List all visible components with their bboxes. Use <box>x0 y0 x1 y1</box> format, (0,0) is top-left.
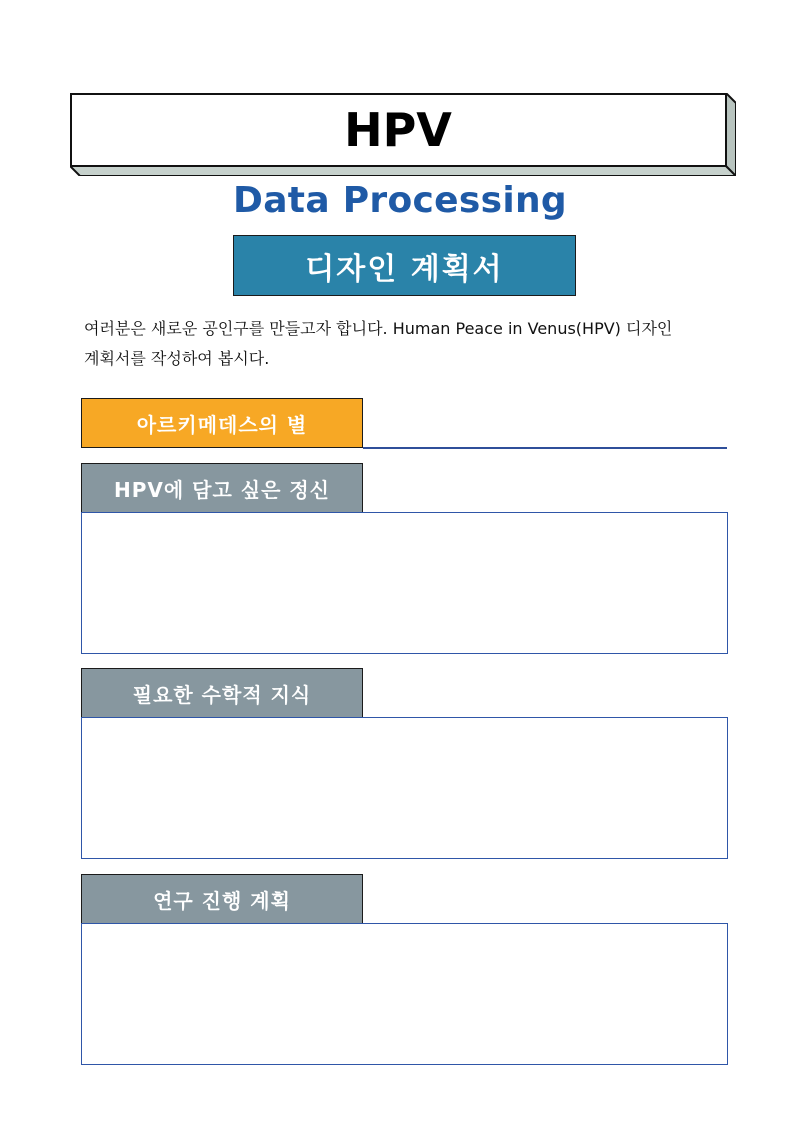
intro-line-1: 여러분은 새로운 공인구를 만들고자 합니다. Human Peace in Venus(HPV) 디자인 <box>84 319 673 338</box>
page-title: HPV <box>344 102 452 157</box>
plan-label-box: 디자인 계획서 <box>233 235 576 296</box>
section-math-label: 필요한 수학적 지식 <box>81 668 363 718</box>
section-plan-input-box[interactable] <box>81 923 728 1065</box>
intro-text <box>84 314 734 374</box>
title-banner <box>70 93 736 176</box>
section-math-input-box[interactable] <box>81 717 728 859</box>
team-name-tab: 아르키메데스의 별 <box>81 398 363 448</box>
page-subtitle: Data Processing <box>233 180 567 221</box>
section-plan-label: 연구 진행 계획 <box>81 874 363 924</box>
section-spirit-input-box[interactable] <box>81 512 728 654</box>
intro-line-2: 계획서를 작성하여 봅시다. <box>84 349 270 368</box>
section-spirit-label: HPV에 담고 싶은 정신 <box>81 463 363 513</box>
team-name-line[interactable] <box>363 447 727 449</box>
